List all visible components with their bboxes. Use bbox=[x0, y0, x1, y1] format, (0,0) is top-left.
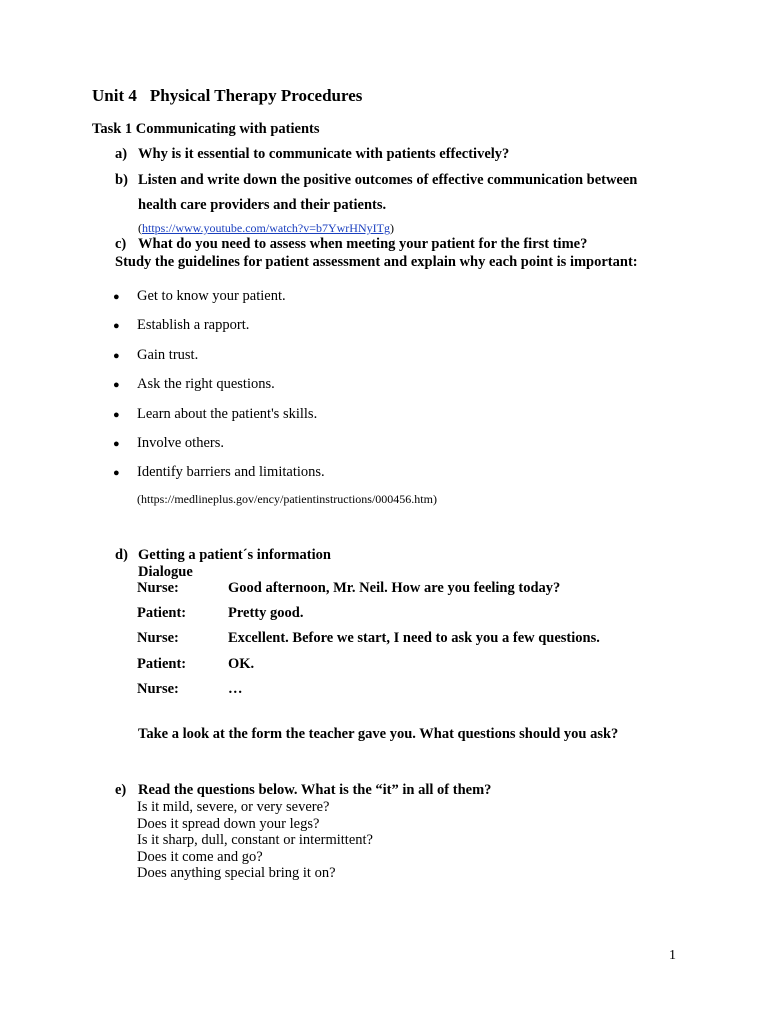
dialogue-row bbox=[137, 681, 697, 701]
bullet-icon: ● bbox=[113, 437, 120, 450]
youtube-link[interactable]: https://www.youtube.com/watch?v=b7YwrHNyITg bbox=[142, 221, 390, 235]
question-b bbox=[115, 172, 715, 192]
dialogue-speaker: Nurse: bbox=[137, 681, 179, 697]
dialogue-row bbox=[137, 630, 697, 650]
question-b-video-link: (https://www.youtube.com/watch?v=b7YwrHNyITg) bbox=[138, 221, 394, 235]
question-a-text: Why is it essential to communicate with patients effectively? bbox=[138, 146, 510, 162]
task-heading: Task 1 Communicating with patients bbox=[92, 121, 320, 137]
document-page: Unit 4 Physical Therapy Procedures Task 1 Communicating with patients a) Why is it essential to communicate with patients effectively? b) Listen and write down the positive outcomes of effective communication between health care providers and their patients. (https://www.youtube.com/watch?v=b7YwrHNyITg) c) What do you need to assess when meeting your patient for the first time? Study the guidelines for patient assessment and explain why each point is important: ● Get to know your patient. ● Establish a rapport. ● Gain trust. ● Ask the right questions. ● Learn about the patient's skills. ● Involve others. ● Identify barriers and limitations. (https://medlineplus.gov/ency/patientinstructions/000456.htm) d) Getting a patient´s information Dialogue Nurse: Good afternoon, Mr. Neil. How are you feeling today? Patient: Pretty good. Nurse: Excellent. Before we start, I need to ask you a few questions. Patient: OK. Nurse: … Take a look at the form the teacher gave you. What questions should you ask? e) Read the questions below. What is the “it” in all of them? Is it mild, severe, or very severe? Does it spread down your legs? Is it sharp, dull, constant or intermittent? Does it come and go? Does anything special bring it on? 1 bbox=[0, 0, 768, 1024]
question-c-text: What do you need to assess when meeting your patient for the first time? bbox=[138, 236, 588, 252]
bullet-icon: ● bbox=[113, 467, 120, 480]
section-d-title: Getting a patient´s information bbox=[138, 547, 331, 563]
bullet-icon: ● bbox=[113, 320, 120, 333]
dialogue-row bbox=[137, 580, 697, 600]
section-e-question: Is it mild, severe, or very severe? bbox=[137, 799, 330, 815]
dialogue-speaker: Nurse: bbox=[137, 630, 179, 646]
section-e-label: e) bbox=[115, 782, 127, 798]
section-d-label: d) bbox=[115, 547, 128, 563]
question-c-instruction: Study the guidelines for patient assessment and explain why each point is important: bbox=[115, 254, 638, 270]
dialogue-speaker: Patient: bbox=[137, 605, 187, 621]
question-a bbox=[115, 146, 715, 166]
bullet-icon: ● bbox=[113, 291, 120, 303]
bullet-icon: ● bbox=[113, 349, 120, 362]
dialogue-speaker: Nurse: bbox=[137, 580, 179, 596]
section-e-title: Read the questions below. What is the “it” in all of them? bbox=[138, 782, 492, 798]
section-e-question: Does it come and go? bbox=[137, 849, 263, 865]
question-a-label: a) bbox=[115, 146, 128, 162]
unit-title bbox=[92, 86, 362, 106]
question-b-label: b) bbox=[115, 172, 128, 188]
question-c-label: c) bbox=[115, 236, 127, 252]
dialogue-speaker: Patient: bbox=[137, 656, 187, 672]
dialogue-row bbox=[137, 605, 697, 625]
question-b-line1: Listen and write down the positive outcomes of effective communication between bbox=[138, 172, 638, 188]
section-d-heading bbox=[115, 547, 715, 567]
dialogue-subheading: Dialogue bbox=[138, 564, 193, 580]
dialogue-line: OK. bbox=[228, 656, 255, 672]
unit-name: Physical Therapy Procedures bbox=[149, 86, 363, 105]
unit-number: Unit 4 bbox=[92, 86, 137, 105]
dialogue-row bbox=[137, 656, 697, 676]
section-d-prompt: Take a look at the form the teacher gave you. What questions should you ask? bbox=[138, 726, 619, 742]
bullet-icon: ● bbox=[113, 408, 120, 421]
page-number: 1 bbox=[669, 948, 676, 963]
bullet-icon: ● bbox=[113, 379, 120, 392]
section-e-question: Does it spread down your legs? bbox=[137, 816, 320, 832]
dialogue-line: Good afternoon, Mr. Neil. How are you feeling today? bbox=[228, 580, 561, 596]
guidelines-source: (https://medlineplus.gov/ency/patientinstructions/000456.htm) bbox=[137, 492, 437, 506]
dialogue-line: … bbox=[228, 681, 243, 697]
question-b-line2: health care providers and their patients. bbox=[138, 197, 387, 213]
dialogue-line: Excellent. Before we start, I need to ask you a few questions. bbox=[228, 630, 600, 646]
section-e-question: Does anything special bring it on? bbox=[137, 865, 336, 881]
section-e-question: Is it sharp, dull, constant or intermittent? bbox=[137, 832, 373, 848]
question-c bbox=[115, 236, 715, 256]
dialogue-line: Pretty good. bbox=[228, 605, 304, 621]
